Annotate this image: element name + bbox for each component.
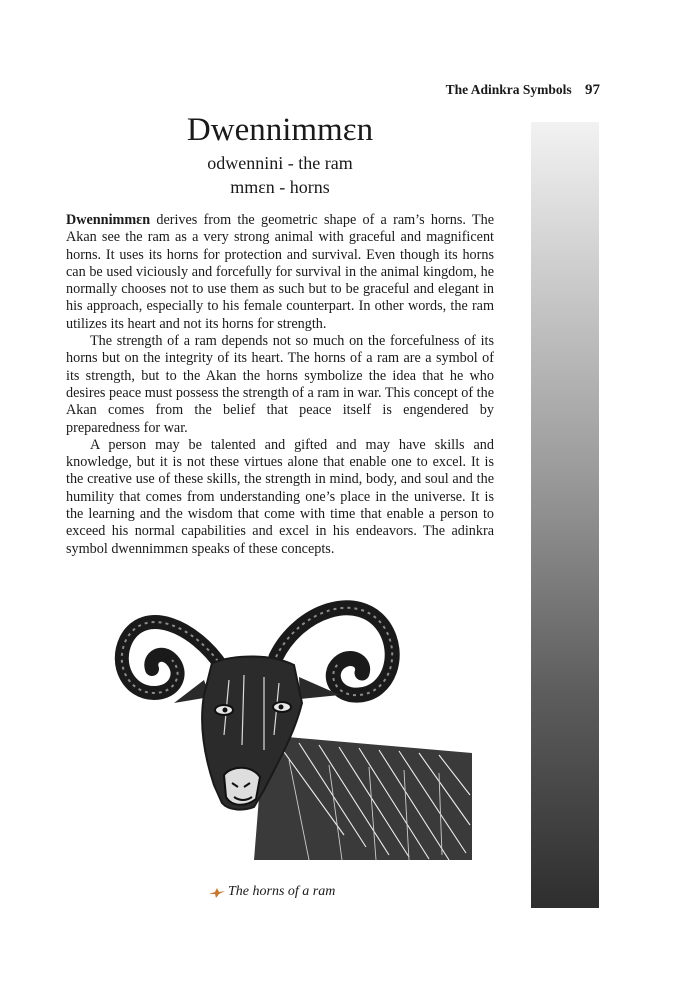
running-head	[420, 82, 600, 99]
ram-illustration	[104, 585, 472, 863]
entry-title: Dwennimmɛn	[186, 112, 374, 148]
paragraph-3: A person may be talented and gifted and may have skills and knowledge, but it is not these virtues alone that enable one to excel. It is the creative use of these skills, the strength in mind, body, and soul and the humility that comes from understanding one’s place in the universe. It is the learning and the wisdom that come with time that enable a person to exceed his normal capabilities and excel in his endeavors. The adinkra symbol dwennimmɛn speaks of these concepts.	[66, 436, 494, 557]
book-title: The Adinkra Symbols	[445, 82, 572, 97]
bird-icon	[208, 887, 226, 899]
side-gradient-bar	[531, 122, 599, 908]
paragraph-2: The strength of a ram depends not so much on the forcefulness of its horns but on the integrity of its heart. The horns of a ram are a symbol of its strength, but to the Akan the horns symbolize the idea that he who desires peace must possess the strength of a ram in war. This concept of the Akan comes from the belief that peace itself is engendered by preparedness for war.	[66, 333, 495, 436]
lead-term: Dwennimmɛn	[66, 212, 151, 228]
figure-caption	[208, 884, 428, 900]
paragraph-1	[66, 212, 494, 333]
page-number: 97	[585, 82, 600, 98]
paragraph-1-text: derives from the geometric shape of a ram’s horns. The Akan see the ram as a very strong animal with graceful and magnificent horns. It uses its horns for protection and survival. Even though its horns can be used viciously and forcefully for survival in the animal kingdom, he normally chooses not to use them as such but to be graceful and elegant in his approach, especially to his female counterpart. In other words, the ram utilizes its heart and not its horns for strength.	[66, 212, 494, 332]
body-text	[66, 212, 494, 558]
entry-subtitle-ram: odwennini - the ram	[207, 153, 353, 173]
entry-heading	[60, 110, 500, 198]
entry-subtitle-horns: mmɛn - horns	[230, 177, 330, 197]
caption-text: The horns of a ram	[228, 884, 336, 899]
